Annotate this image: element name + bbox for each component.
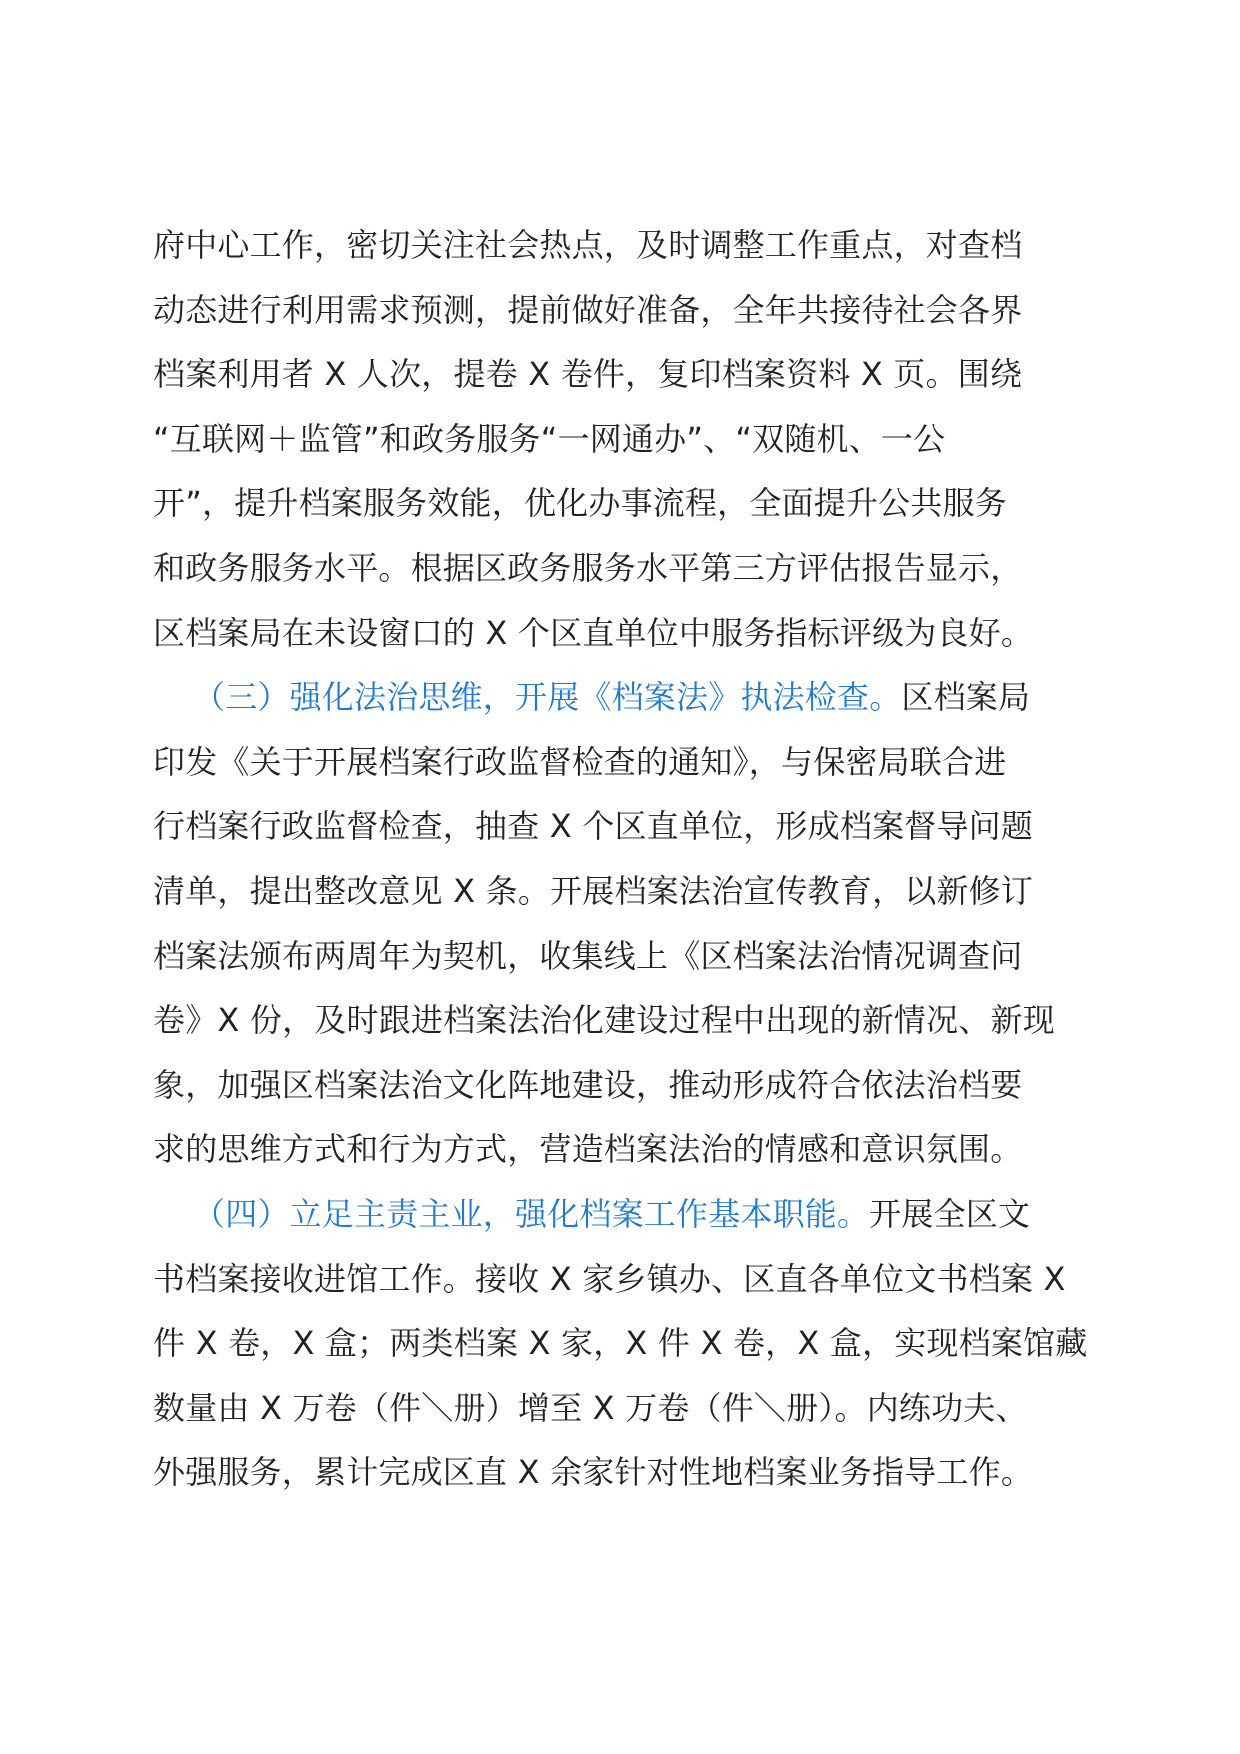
text-line: 动态进行利用需求预测，提前做好准备，全年共接待社会各界 [153,290,1023,329]
text-line: 外强服务，累计完成区直 X 余家针对性地档案业务指导工作。 [153,1453,1034,1492]
section-3-first-line-rest: 区档案局 [901,678,1031,717]
paragraph-section-4 [153,1182,1093,1505]
paragraph-section-3 [153,665,1093,1182]
text-line: 档案法颁布两周年为契机，收集线上《区档案法治情况调查问 [153,936,1023,975]
section-3-heading: （三）强化法治思维，开展《档案法》执法检查。 [193,678,902,717]
text-line: “互联网＋监管”和政务服务“一网通办”、“双随机、一公 [153,419,946,458]
text-line: 求的思维方式和行为方式，营造档案法治的情感和意识氛围。 [153,1130,1023,1169]
section-4-first-line-rest: 开展全区文 [869,1194,1031,1233]
section-4-first-line [153,1182,1093,1247]
text-line: 卷》X 份，及时跟进档案法治化建设过程中出现的新情况、新现 [153,1001,1055,1040]
section-3-first-line [153,665,1093,730]
text-line: 和政务服务水平。根据区政务服务水平第三方评估报告显示， [153,548,1023,587]
text-line: 书档案接收进馆工作。接收 X 家乡镇办、区直各单位文书档案 X [153,1259,1066,1298]
section-4-heading: （四）立足主责主业，强化档案工作基本职能。 [193,1194,870,1233]
text-line: 档案利用者 X 人次，提卷 X 卷件，复印档案资料 X 页。围绕 [153,355,1023,394]
text-line: 府中心工作，密切关注社会热点，及时调整工作重点，对查档 [153,226,1023,264]
text-line: 件 X 卷，X 盒；两类档案 X 家，X 件 X 卷，X 盒，实现档案馆藏 [153,1324,1088,1363]
paragraph-continuation [153,213,1093,665]
text-line: 开”，提升档案服务效能，优化办事流程，全面提升公共服务 [153,484,1007,523]
document-body [153,213,1093,1505]
text-line: 印发《关于开展档案行政监督检查的通知》，与保密局联合进 [153,742,1007,781]
text-line: 数量由 X 万卷（件＼册）增至 X 万卷（件＼册）。内练功夫、 [153,1388,1028,1427]
text-line: 区档案局在未设窗口的 X 个区直单位中服务指标评级为良好。 [153,613,1034,652]
text-line: 清单，提出整改意见 X 条。开展档案法治宣传教育，以新修订 [153,871,1034,910]
text-line: 象，加强区档案法治文化阵地建设，推动形成符合依法治档要 [153,1065,1023,1104]
text-line: 行档案行政监督检查，抽查 X 个区直单位，形成档案督导问题 [153,807,1034,846]
